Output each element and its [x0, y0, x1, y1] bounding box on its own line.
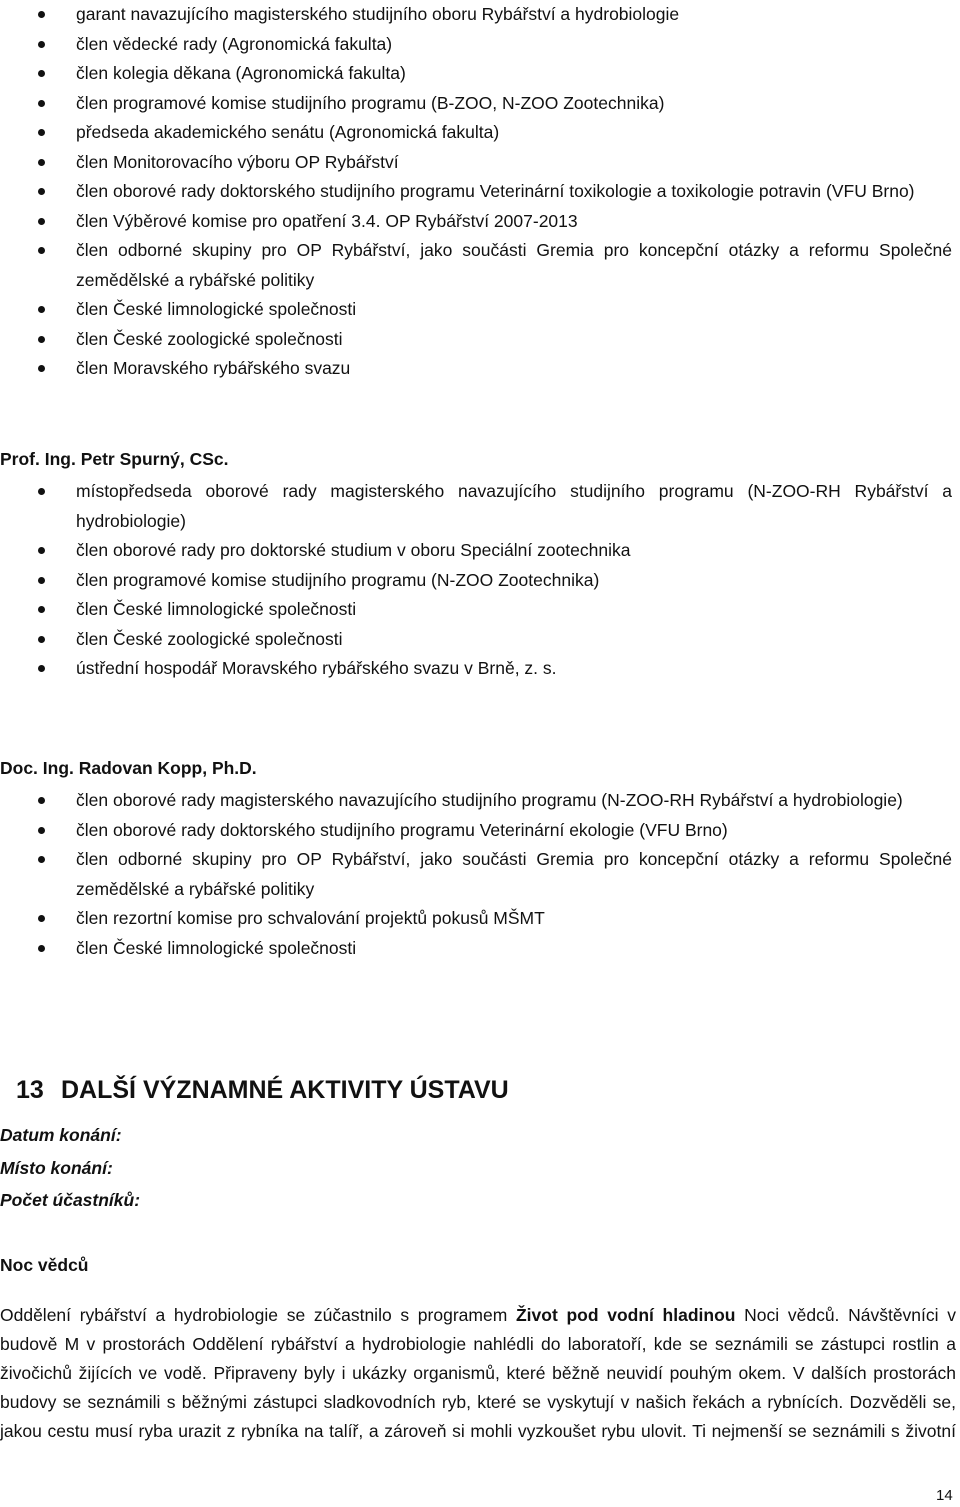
list-item: člen programové komise studijního programu (N-ZOO Zootechnika) — [0, 566, 956, 596]
list-item: garant navazujícího magisterského studijního oboru Rybářství a hydrobiologie — [0, 0, 956, 30]
paragraph-text-start: Oddělení rybářství a hydrobiologie se zúčastnilo s programem — [0, 1304, 516, 1325]
list-item: člen Moravského rybářského svazu — [0, 354, 956, 384]
program-name: Život pod vodní hladinou — [515, 1304, 736, 1325]
person-name-kopp: Doc. Ing. Radovan Kopp, Ph.D. — [0, 758, 257, 778]
date-label: Datum konání: — [0, 1125, 122, 1145]
list-item: člen oborové rady doktorského studijního programu Veterinární ekologie (VFU Brno) — [0, 816, 956, 846]
list-item: člen České zoologické společnosti — [0, 325, 956, 355]
list-item: člen programové komise studijního programu (B-ZOO, N-ZOO Zootechnika) — [0, 89, 956, 119]
event-title: Noc vědců — [0, 1255, 89, 1275]
paragraph-text-rest: Noci vědců. Návštěvníci v budově M v prostorách Oddělení rybářství a hydrobiologie nahlédli do laboratoří, kde se seznámili se zástupci rostlin a živočichů žijících ve vodě. Připraveny byly i ukázky organismů, které běžně neuvidí pouhým okem. V dalších prostorách budovy se seznámili s běžnými zástupci sladkovodních ryb, které se vyskytují v našich řekách a rybnících. Dozvěděli se, jakou cestu musí ryba urazit z rybníka na talíř, a zároveň si mohli vyzkoušet rybu ulovit. Ti nejmenší se seznámili s životní — [0, 1304, 956, 1441]
membership-list-1 — [0, 0, 956, 384]
membership-list-kopp — [0, 786, 956, 963]
list-item: člen oborové rady pro doktorské studium v oboru Speciální zootechnika — [0, 536, 956, 566]
list-item: člen oborové rady doktorského studijního programu Veterinární toxikologie a toxikologie potravin (VFU Brno) — [0, 177, 956, 207]
list-item: člen České zoologické společnosti — [0, 625, 956, 655]
section-title: DALŠÍ VÝZNAMNÉ AKTIVITY ÚSTAVU — [61, 1076, 509, 1104]
list-item: člen rezortní komise pro schvalování projektů pokusů MŠMT — [0, 904, 956, 934]
page-number: 14 — [936, 1487, 953, 1504]
person-name-spurny: Prof. Ing. Petr Spurný, CSc. — [0, 449, 229, 469]
participants-label: Počet účastníků: — [0, 1190, 141, 1210]
list-item: člen vědecké rady (Agronomická fakulta) — [0, 30, 956, 60]
event-description — [0, 1301, 956, 1446]
list-item: místopředseda oborové rady magisterského navazujícího studijního programu (N-ZOO-RH Rybářství a hydrobiologie) — [0, 477, 956, 536]
membership-list-spurny — [0, 477, 956, 684]
section-number: 13 — [16, 1076, 44, 1104]
list-item: člen České limnologické společnosti — [0, 934, 956, 964]
list-item: předseda akademického senátu (Agronomická fakulta) — [0, 118, 956, 148]
list-item: člen Výběrové komise pro opatření 3.4. OP Rybářství 2007-2013 — [0, 207, 956, 237]
list-item: člen Monitorovacího výboru OP Rybářství — [0, 148, 956, 178]
section-heading — [16, 1072, 509, 1108]
list-item: člen České limnologické společnosti — [0, 295, 956, 325]
list-item: člen České limnologické společnosti — [0, 595, 956, 625]
list-item: člen odborné skupiny pro OP Rybářství, jako součásti Gremia pro koncepční otázky a reformu Společné zemědělské a rybářské politiky — [0, 845, 956, 904]
list-item: ústřední hospodář Moravského rybářského svazu v Brně, z. s. — [0, 654, 956, 684]
list-item: člen oborové rady magisterského navazujícího studijního programu (N-ZOO-RH Rybářství a hydrobiologie) — [0, 786, 956, 816]
list-item: člen odborné skupiny pro OP Rybářství, jako součásti Gremia pro koncepční otázky a reformu Společné zemědělské a rybářské politiky — [0, 236, 956, 295]
place-label: Místo konání: — [0, 1158, 113, 1178]
list-item: člen kolegia děkana (Agronomická fakulta) — [0, 59, 956, 89]
